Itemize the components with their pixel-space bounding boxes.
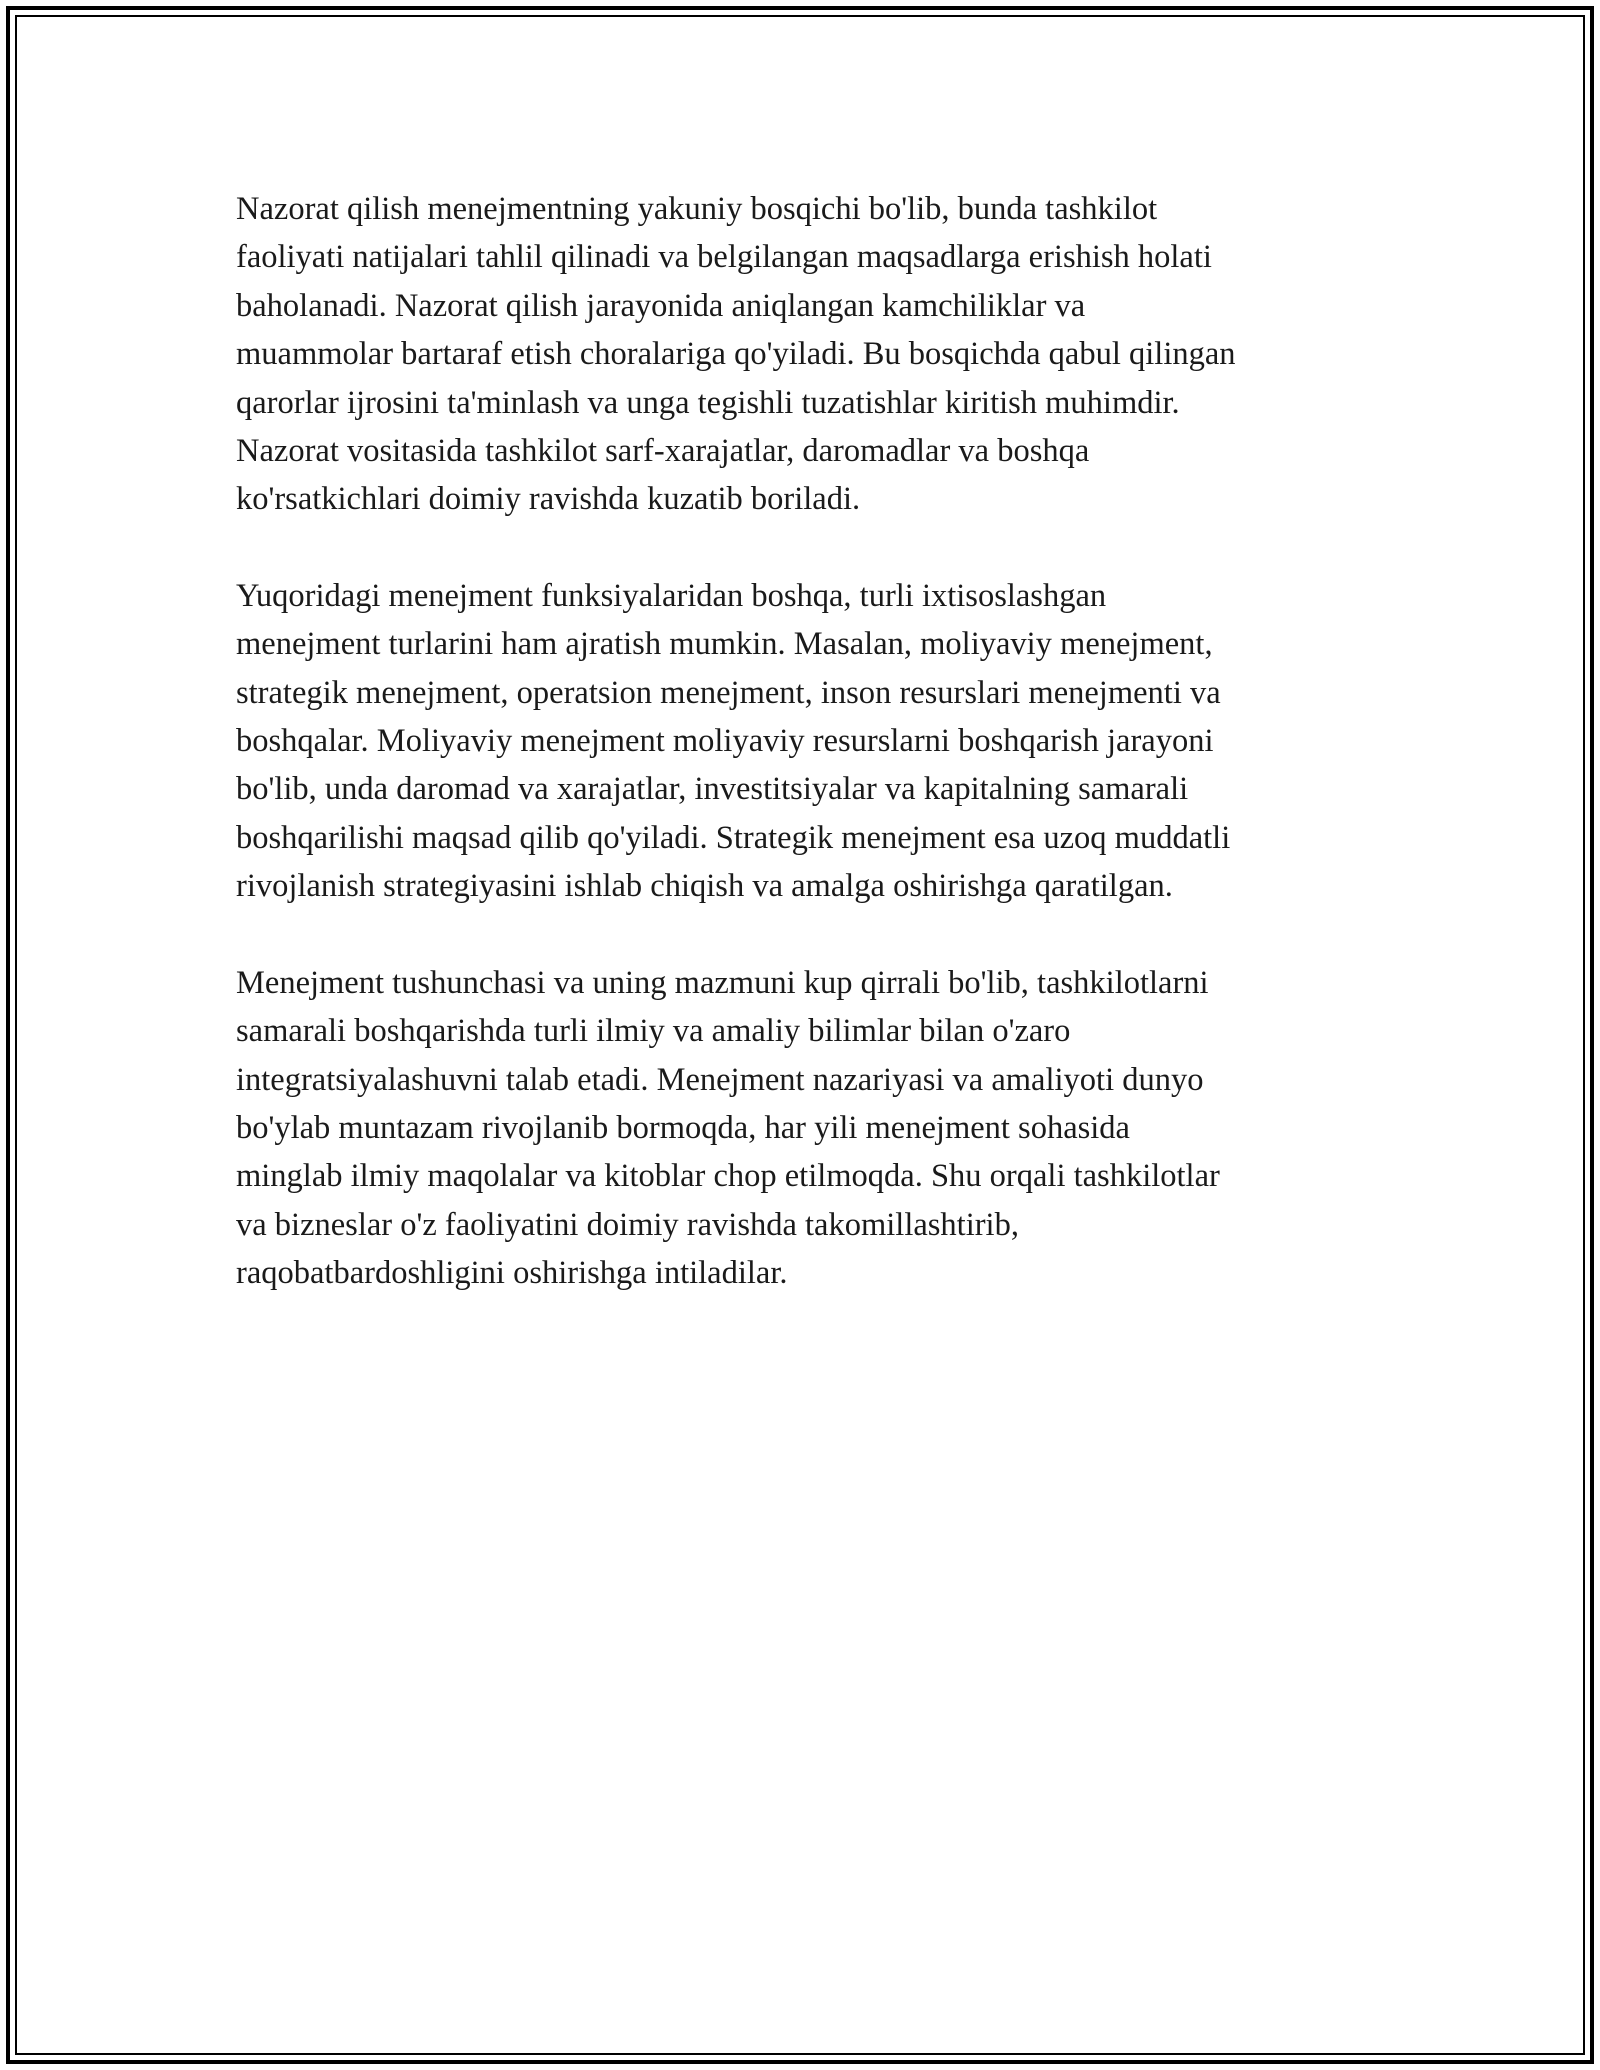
text-line: Yuqoridagi menejment funksiyalaridan boshqa, turli ixtisoslashgan bbox=[236, 577, 1107, 614]
text-line: faoliyati natijalari tahlil qilinadi va belgilangan maqsadlarga erishish holati bbox=[236, 239, 1212, 276]
text-line: integratsiyalashuvni talab etadi. Menejment nazariyasi va amaliyoti dunyo bbox=[236, 1061, 1204, 1098]
text-line: bo'lib, unda daromad va xarajatlar, investitsiyalar va kapitalning samarali bbox=[236, 771, 1189, 808]
text-line: ko'rsatkichlari doimiy ravishda kuzatib boriladi. bbox=[236, 481, 861, 518]
paragraph-nazorat bbox=[236, 185, 1376, 524]
text-line: bo'ylab muntazam rivojlanib bormoqda, har yili menejment sohasida bbox=[236, 1109, 1130, 1146]
text-line: baholanadi. Nazorat qilish jarayonida aniqlangan kamchiliklar va bbox=[236, 287, 1086, 324]
text-line: boshqarilishi maqsad qilib qo'yiladi. Strategik menejment esa uzoq muddatli bbox=[236, 819, 1231, 856]
text-line: raqobatbardoshligini oshirishga intiladilar. bbox=[236, 1255, 788, 1292]
text-line: Menejment tushunchasi va uning mazmuni kup qirrali bo'lib, tashkilotlarni bbox=[236, 964, 1209, 1001]
text-line: menejment turlarini ham ajratish mumkin. Masalan, moliyaviy menejment, bbox=[236, 626, 1213, 663]
paragraph-menejment-turlari bbox=[236, 572, 1376, 911]
paragraph-menejment-tushunchasi bbox=[236, 959, 1376, 1298]
text-line: va bizneslar o'z faoliyatini doimiy ravishda takomillashtirib, bbox=[236, 1206, 1019, 1243]
text-line: samarali boshqarishda turli ilmiy va amaliy bilimlar bilan o'zaro bbox=[236, 1013, 1071, 1050]
text-line: muammolar bartaraf etish choralariga qo'yiladi. Bu bosqichda qabul qilingan bbox=[236, 336, 1236, 373]
text-line: qarorlar ijrosini ta'minlash va unga tegishli tuzatishlar kiritish muhimdir. bbox=[236, 384, 1180, 421]
text-line: minglab ilmiy maqolalar va kitoblar chop etilmoqda. Shu orqali tashkilotlar bbox=[236, 1158, 1220, 1195]
text-line: strategik menejment, operatsion menejment, inson resurslari menejmenti va bbox=[236, 674, 1221, 711]
text-line: Nazorat qilish menejmentning yakuniy bosqichi bo'lib, bunda tashkilot bbox=[236, 191, 1158, 227]
text-line: Nazorat vositasida tashkilot sarf-xarajatlar, daromadlar va boshqa bbox=[236, 433, 1090, 470]
document-body bbox=[236, 185, 1376, 1346]
text-line: boshqalar. Moliyaviy menejment moliyaviy resurslarni boshqarish jarayoni bbox=[236, 723, 1214, 760]
text-line: rivojlanish strategiyasini ishlab chiqish va amalga oshirishga qaratilgan. bbox=[236, 868, 1173, 905]
